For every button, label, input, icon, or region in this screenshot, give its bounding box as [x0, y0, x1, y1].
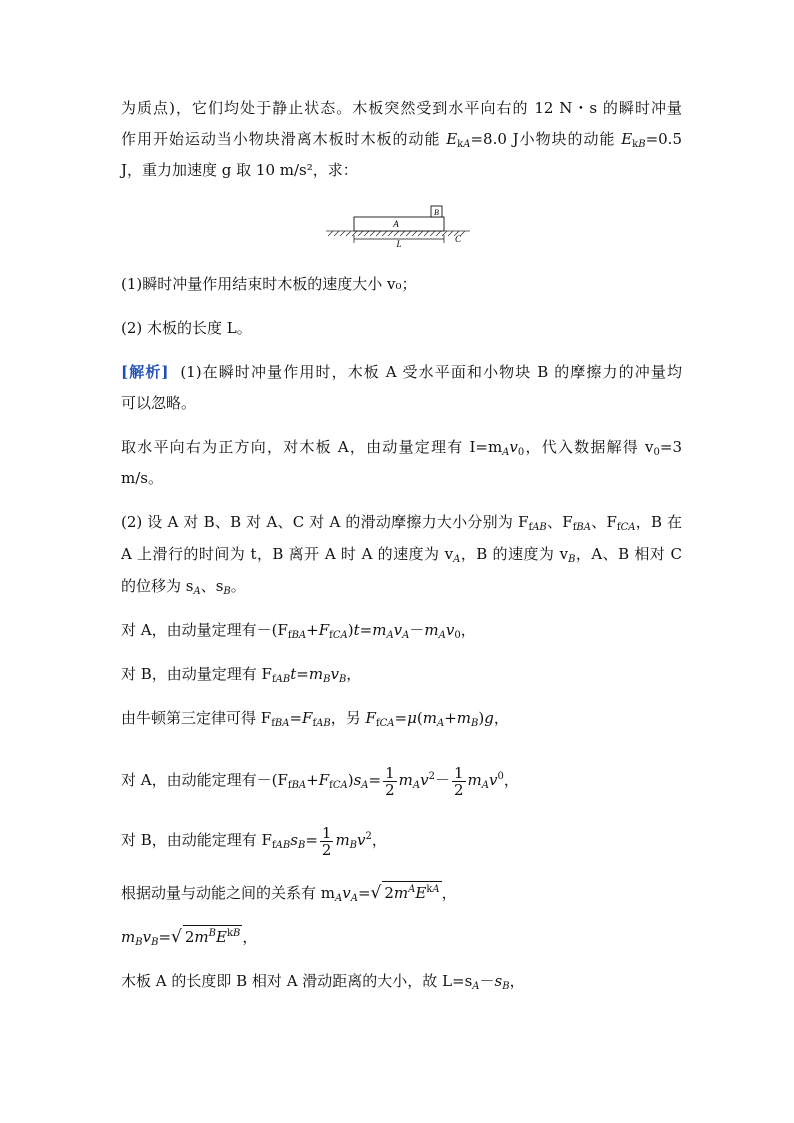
solution-tag: [解析] [121, 363, 169, 381]
problem-line-1: 为质点)，它们均处于静止状态。木板突然受到水平向右的 12 N・s 的瞬时冲量 [121, 99, 682, 117]
solution-line-7: 的位移为 $s_A$、$s_B$。 [121, 577, 246, 597]
label-a: A [393, 219, 399, 229]
label-l: L [396, 239, 402, 248]
equation-2: 对 B，由动量定理有 $F_{fAB}t=m_Bv_B$， [121, 665, 362, 685]
equation-8: 木板 A 的长度即 B 相对 A 滑动距离的大小，故 $L=s_A-s_B$， [121, 972, 525, 992]
solution-line-1: [解析] (1)在瞬时冲量作用时，木板 A 受水平面和小物块 B 的摩擦力的冲量均 [121, 363, 682, 381]
equation-4: 对 A，由动能定理有$-(F_{fBA}+F_{fCA})s_A=$ $\frac{1}{2}$ $m_Av^2-$ $\frac{1}{2}$ $m_Av^0$， [121, 763, 519, 799]
equation-6: 根据动量与动能之间的关系有 $m_Av_A=√$ $2m^AE^{kA}$ ， [121, 883, 457, 904]
solution-line-5: (2) 设 A 对 B、B 对 A、C 对 A 的滑动摩擦力大小分别为 $F_{fAB}$、$F_{fBA}$、$F_{fCA}$，B 在 [121, 513, 682, 533]
label-c: C [454, 234, 462, 244]
equation-1: 对 A，由动量定理有$-(F_{fBA}+F_{fCA})t=m_Av_A-m_Av_0$， [121, 621, 476, 641]
question-1: (1)瞬时冲量作用结束时木板的速度大小 v₀； [121, 275, 417, 293]
question-2: (2) 木板的长度 L。 [121, 319, 252, 337]
solution-line-2: 可以忽略。 [121, 394, 197, 412]
ground-hatch [326, 231, 470, 236]
problem-line-3: J，重力加速度 g 取 10 m/s²，求： [121, 161, 358, 179]
solution-line-4: m/s。 [121, 469, 163, 487]
solution-line-3: 取水平向右为正方向，对木板 A，由动量定理有 $I=m_Av_0$，代入数据解得 $v_0=3$ [121, 438, 682, 458]
solution-line-6: A 上滑行的时间为 t，B 离开 A 时 A 的速度为 $v_A$，B 的速度为 $v_B$，A、B 相对 C [121, 545, 682, 565]
board-block-figure [326, 203, 470, 248]
equation-3: 由牛顿第三定律可得 $F_{fBA}=F_{fAB}$，另 $F_{fCA}=\mu(m_A+m_B)g$， [121, 709, 509, 729]
equation-7: $m_Bv_B=√$ $2m^BE^{kB}$ ， [121, 927, 258, 948]
equation-5: 对 B，由动能定理有 $F_{fAB}s_B=$ $\frac{1}{2}$ $m_Bv^2$， [121, 823, 387, 859]
label-b: B [434, 208, 439, 217]
problem-line-2: 作用开始运动当小物块滑离木板时木板的动能 $E_{kA}=8.0$ J小物块的动能 $E_{kB}=0.5$ [121, 130, 682, 150]
board-a [354, 217, 444, 231]
